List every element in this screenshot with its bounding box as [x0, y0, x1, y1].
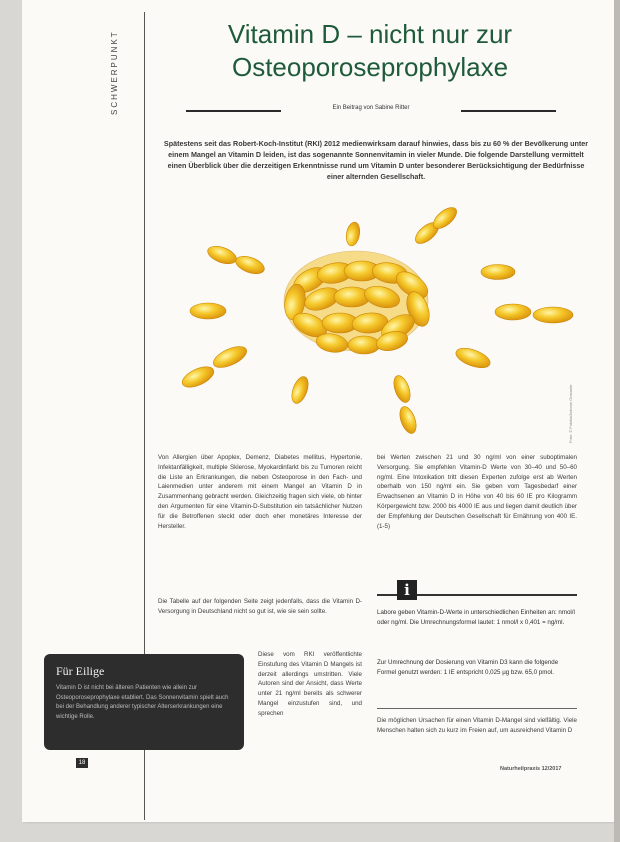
- fuer-eilige-text: Vitamin D ist nicht bei älteren Patienten wie allein zur Osteoporoseprophylaxe etabliert. Das Sonnenvitamin spielt auch bei der Behandlung anderer typischer Alterserkrankungen eine wichtige Rolle.: [56, 685, 229, 720]
- info-conversion-dosage: Zur Umrechnung der Dosierung von Vitamin D3 kann die folgende Formel genutzt werden: 1 IE entspricht 0,025 µg bzw. 65,0 pmol.: [377, 659, 559, 676]
- page-number: 18: [76, 758, 88, 768]
- photo-credit: Foto: © Fotolia/Antonio Gravante: [568, 384, 573, 443]
- info-conversion-units: Labore geben Vitamin-D-Werte in unterschiedlichen Einheiten an: nmol/l oder ng/ml. Die Umrechnungsformel lautet: 1 nmol/l x 0,401 = ng/ml.: [377, 609, 575, 626]
- column1-paragraph3: Diese vom RKI veröffentlichte Einstufung des Vitamin D Mangels ist derzeit allerdings umstritten. Viele Autoren sind der Ansicht, dass Werte unter 21 ng/ml bereits als schwerer Mangel einzustufen sind, und sprechen: [258, 651, 362, 717]
- column2-paragraph1: bei Werten zwischen 21 und 30 ng/ml von einer suboptimalen Versorgung. Sie empfehlen Vitamin-D Werte von 30–40 und 50–60 ng/ml. Eine Intoxikation tritt diesen Experten zufolge erst ab Werten oberhalb von 150 ng/ml ein. Sie geben vom Tagesbedarf einer Erwachsenen an Vitamin D in Höhe von 40 bis 60 IE pro Kilogramm Körpergewicht bzw. 2000 bis 4000 IE aus und liegen damit deutlich über der Empfehlung der Deutschen Gesellschaft für Ernährung von 400 IE. (1-5): [377, 454, 577, 530]
- section-label: SCHWERPUNKT: [110, 30, 119, 115]
- fuer-eilige-box: [44, 654, 244, 750]
- byline-rule-left: [186, 110, 281, 112]
- info-icon: i: [397, 580, 417, 600]
- byline: Ein Beitrag von Sabine Ritter: [186, 104, 556, 118]
- byline-rule-right: [461, 110, 556, 112]
- intro-paragraph: Spätestens seit das Robert-Koch-Institut (RKI) 2012 medienwirksam darauf hinwies, dass bis zu 60 % der Bevölkerung unter einem Mangel an Vitamin D leiden, ist das sogenannte Sonnenvitamin in vieler Munde. Die folgende Darstellung vermittelt einen Überblick über die derzeitigen Erkenntnisse rund um Vitamin D unter besonderer Berücksichtigung der Bedürfnisse einer alternden Gesellschaft.: [163, 139, 589, 181]
- column2-paragraph2: Die möglichen Ursachen für einen Vitamin D-Mangel sind vielfältig. Viele Menschen halten sich zu kurz im Freien auf, um ausreichend Vitamin D: [377, 717, 577, 734]
- article-title: Vitamin D – nicht nur zur Osteoporoseprophylaxe: [227, 19, 513, 82]
- column1-paragraph2: Die Tabelle auf der folgenden Seite zeigt jedenfalls, dass die Vitamin D-Versorgung in Deutschland nicht so gut ist, wie sie sein sollte.: [158, 598, 362, 615]
- info-box-header: [377, 580, 577, 602]
- info-box-bottom-rule: [377, 708, 577, 709]
- facing-page-edge: [614, 0, 620, 842]
- vitamin-capsule-sun-photo: [150, 205, 592, 445]
- footer-journal: Naturheilpraxis 12/2017: [500, 766, 562, 772]
- fuer-eilige-title: Für Eilige: [56, 664, 105, 678]
- column1-paragraph1: Von Allergien über Apoplex, Demenz, Diabetes mellitus, Hypertonie, Infektanfälligkeit, multiple Sklerose, Myokardinfarkt bis zu Tumoren reicht die Liste an Erkrankungen, die neben Osteoporose in den Fach- und Laienmedien unter anderem mit einem Mangel an Vitamin D in Zusammenhang gebracht werden. Gleichzeitig fragen sich viele, ob hinter den Argumenten für eine Vitamin-D-Substitution ein tatsächlicher Nutzen für die Betroffenen steckt oder doch eher monetäres Interesse der Hersteller.: [158, 454, 362, 530]
